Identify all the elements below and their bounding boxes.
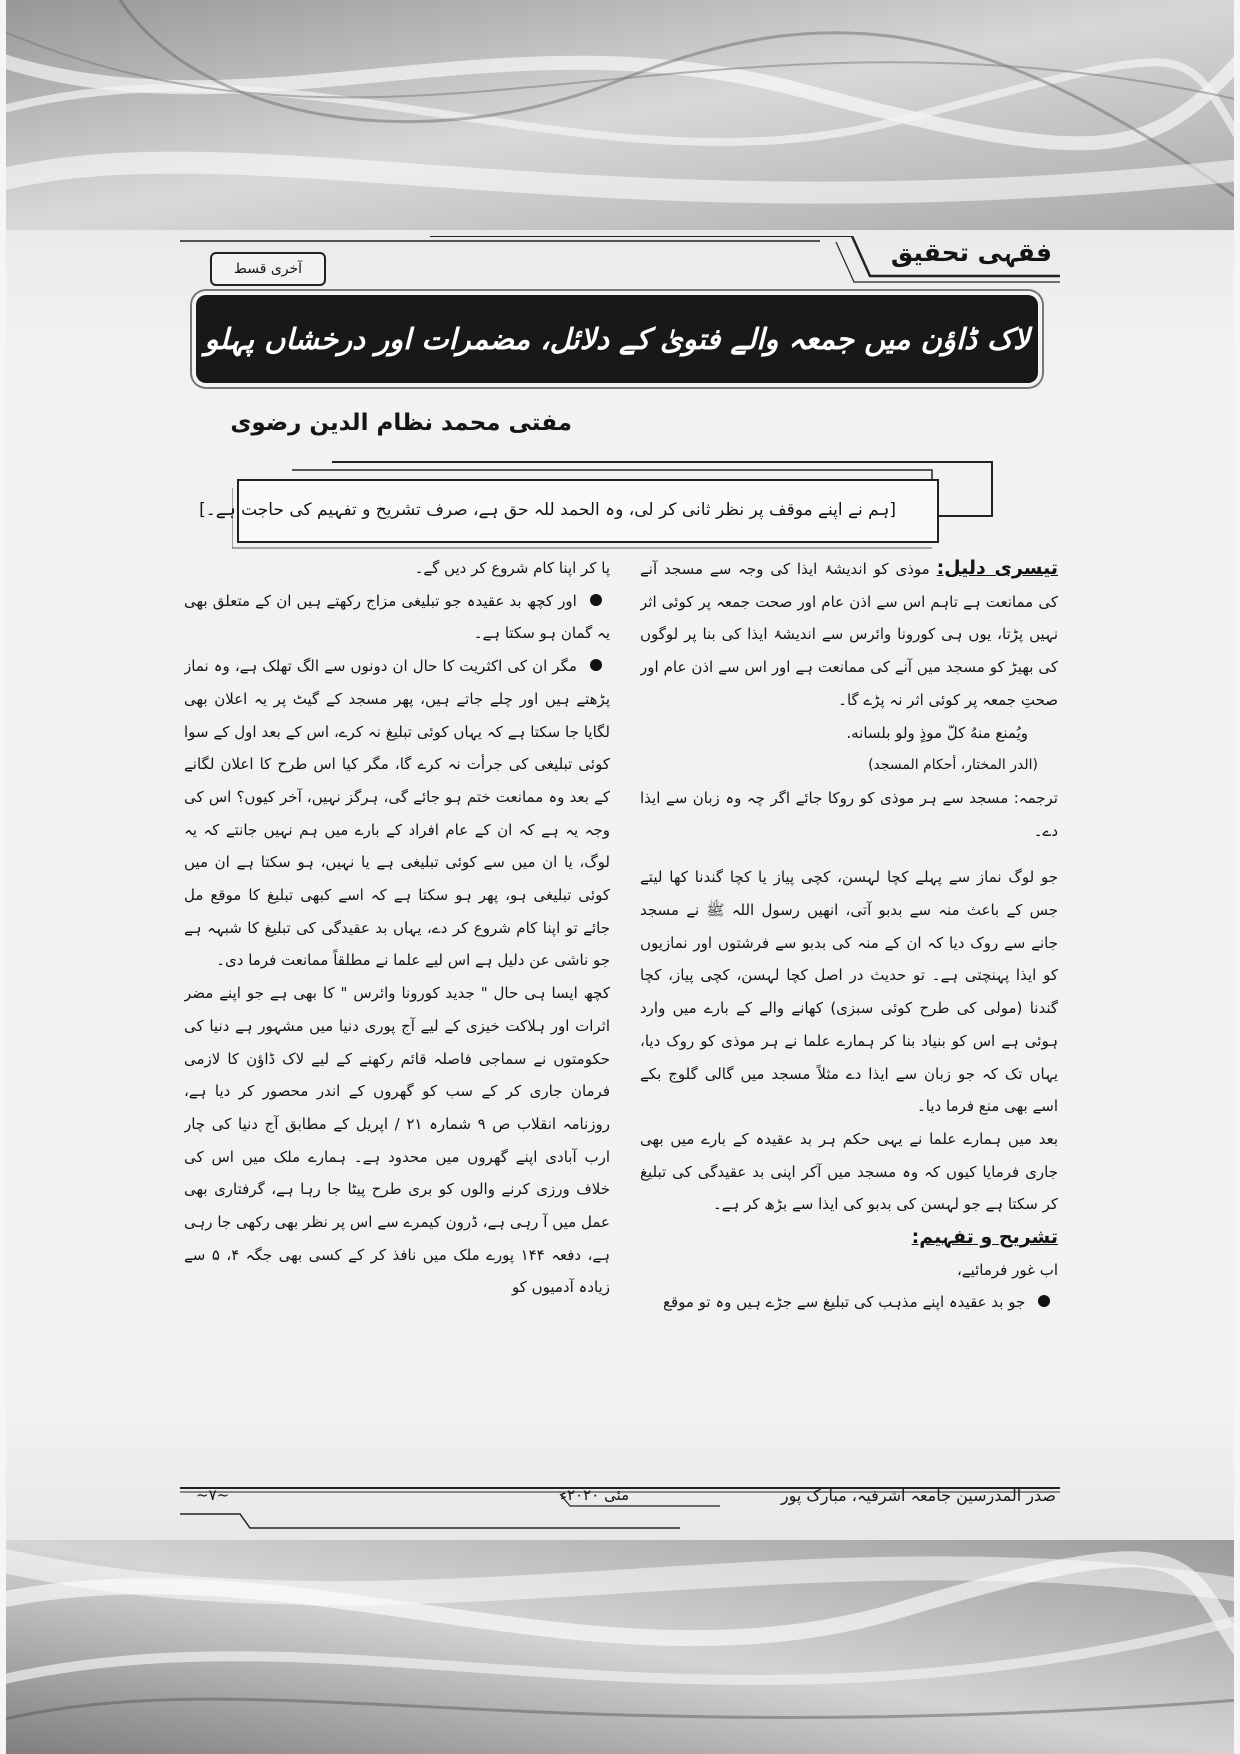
article-column-right [640,552,1058,1452]
author-name: مفتی محمد نظام الدین رضوی [230,410,572,436]
bullet-icon [590,594,602,606]
bullet-text: جو بد عقیدہ اپنے مذہب کی تبلیغ سے جڑے ہیں وہ تو موقع [662,1293,1026,1312]
footer-date: مئی ۲۰۲۰ء [560,1486,630,1504]
article-title: لاک ڈاؤن میں جمعہ والے فتویٰ کے دلائل، مضمرات اور درخشاں پہلو [204,322,1030,356]
article-column-left [184,552,610,1452]
title-banner [196,295,1038,383]
footer-publication: صدر المدرسین جامعہ اشرفیہ، مبارک پور [780,1486,1056,1505]
section-heading: تیسری دلیل: [936,557,1058,579]
translation: ترجمہ: مسجد سے ہر موذی کو روکا جائے اگر چہ وہ زبان سے ایذا دے۔ [640,788,1058,840]
paragraph: اب غور فرمائیے، [956,1260,1058,1279]
bullet-item [184,585,610,650]
section-heading: تشریح و تفہیم: [911,1226,1058,1249]
installment-badge: آخری قسط [210,252,326,286]
paragraph: جو لوگ نماز سے پہلے کچا لہسن، کچی پیاز یا کچا گندنا کھا لیتے جس کے باعث منہ سے بدبو آتی، انھیں رسول اللہ ﷺ نے مسجد جانے سے روک دیا کہ ان کے منہ کی بدبو سے فرشتوں اور نمازیوں کو ایذا پہنچتی ہے۔ تو حدیث در اصل کچا لہسن، کچی پیاز، کچا گندنا (مولی کی طرح کوئی سبزی) کھانے والے کے بارے میں وارد ہوئی ہے اس کو بنیاد بنا کر ہمارے علما نے ہر موذی کو روک دیا، یہاں تک کہ جو زبان سے ایذا دے مثلاً مسجد میں گالی گلوج بکے اسے بھی منع فرما دیا۔ [640,868,1058,1116]
paragraph: بعد میں ہمارے علما نے یہی حکم ہر بد عقیدہ کے بارے میں بھی جاری فرمایا کیوں کہ وہ مسجد میں آکر اپنی بد عقیدگی کی تبلیغ کر سکتا ہے جو لہسن کی بدبو کی ایذا سے بڑھ کر ہے۔ [640,1129,1058,1214]
paragraph [640,552,1058,717]
bullet-item [640,1286,1058,1319]
pull-quote: [ہم نے اپنے موقف پر نظر ثانی کر لی، وہ الحمد للہ حق ہے، صرف تشریح و تفہیم کی حاجت ہے۔] [199,500,896,520]
bullet-icon [590,659,602,671]
arabic-reference: (الدر المختار، أحكام المسجد) [868,757,1038,774]
arabic-quote: ویُمنع منهُ کلّ موذٍ ولو بلسانه. [846,723,1028,742]
bullet-icon [1038,1295,1050,1307]
section-label: فقہی تحقیق [890,238,1052,267]
bullet-text: مگر ان کی اکثریت کا حال ان دونوں سے الگ تھلک ہے، وہ نماز پڑھتے ہیں اور چلے جاتے ہیں، پھر مسجد کے گیٹ پر یہ اعلان بھی لگایا جا سکتا ہے کہ یہاں کوئی تبلیغ نہ کرے، اس کے بعد اول کے سوا کوئی تبلیغی کی جرأت نہ کرے گا، مگر کیا اس طرح کا اعلان لگانے کے بعد وہ ممانعت ختم ہو جائے گی، ہرگز نہیں، آخر کیوں؟ اس کی وجہ یہ ہے کہ ان کے عام افراد کے بارے میں ہم نہیں جانتے کہ یہ لوگ، یا ان میں سے کوئی تبلیغی ہے یا نہیں، ہو سکتا ہے ان میں کوئی تبلیغی ہو، پھر ہو سکتا ہے کہ اسے کبھی تبلیغ کا موقع مل جائے تو اپنا کام شروع کر دے، یہاں بد عقیدگی کی تبلیغ کا شبہہ ہے جو ناشی عن دلیل ہے اس لیے علما نے مطلقاً ممانعت فرما دی۔ [184,657,610,970]
page-number: ~۷~ [196,1486,230,1504]
bullet-item [184,650,610,977]
bullet-text: اور کچھ بد عقیدہ جو تبلیغی مزاج رکھتے ہیں ان کے متعلق بھی یہ گمان ہو سکتا ہے۔ [184,591,610,643]
paragraph-text: موذی کو اندیشۂ ایذا کی وجہ سے مسجد آنے کی ممانعت ہے تاہم اس سے اذن عام اور صحت جمعہ پر کوئی اثر نہیں پڑتا، یوں ہی کورونا وائرس سے اندیشۂ ایذا کی بنا پر لوگوں کی بھیڑ کو مسجد میں آنے کی ممانعت ہے اور اس سے اذن عام اور صحتِ جمعہ پر کوئی اثر نہ پڑے گا۔ [640,560,1058,709]
paragraph: پا کر اپنا کام شروع کر دیں گے۔ [414,559,610,577]
paragraph: کچھ ایسا ہی حال " جدید کورونا وائرس " کا بھی ہے جو اپنے مضر اثرات اور ہلاکت خیزی کے لیے آج پوری دنیا میں مشہور ہے دنیا کی حکومتوں نے سماجی فاصلہ قائم رکھنے کے لیے لاک ڈاؤن کا لازمی فرمان جاری کر کے سب کو گھروں کے اندر محصور کر دیا ہے، روزنامہ انقلاب ص ۹ شمارہ ۲۱ / اپریل کے مطابق آج دنیا کی چار ارب آبادی اپنے گھروں میں محدود ہے۔ ہمارے ملک میں اس کی خلاف ورزی کرنے والوں کو بری طرح پیٹا جا رہا ہے، گرفتاری بھی عمل میں آ رہی ہے، ڈرون کیمرے سے اس پر نظر بھی رکھی جا رہی ہے، دفعہ ۱۴۴ پورے ملک میں نافذ کر کے کسی بھی جگہ ۴، ۵ سے زیادہ آدمیوں کو [184,984,610,1297]
